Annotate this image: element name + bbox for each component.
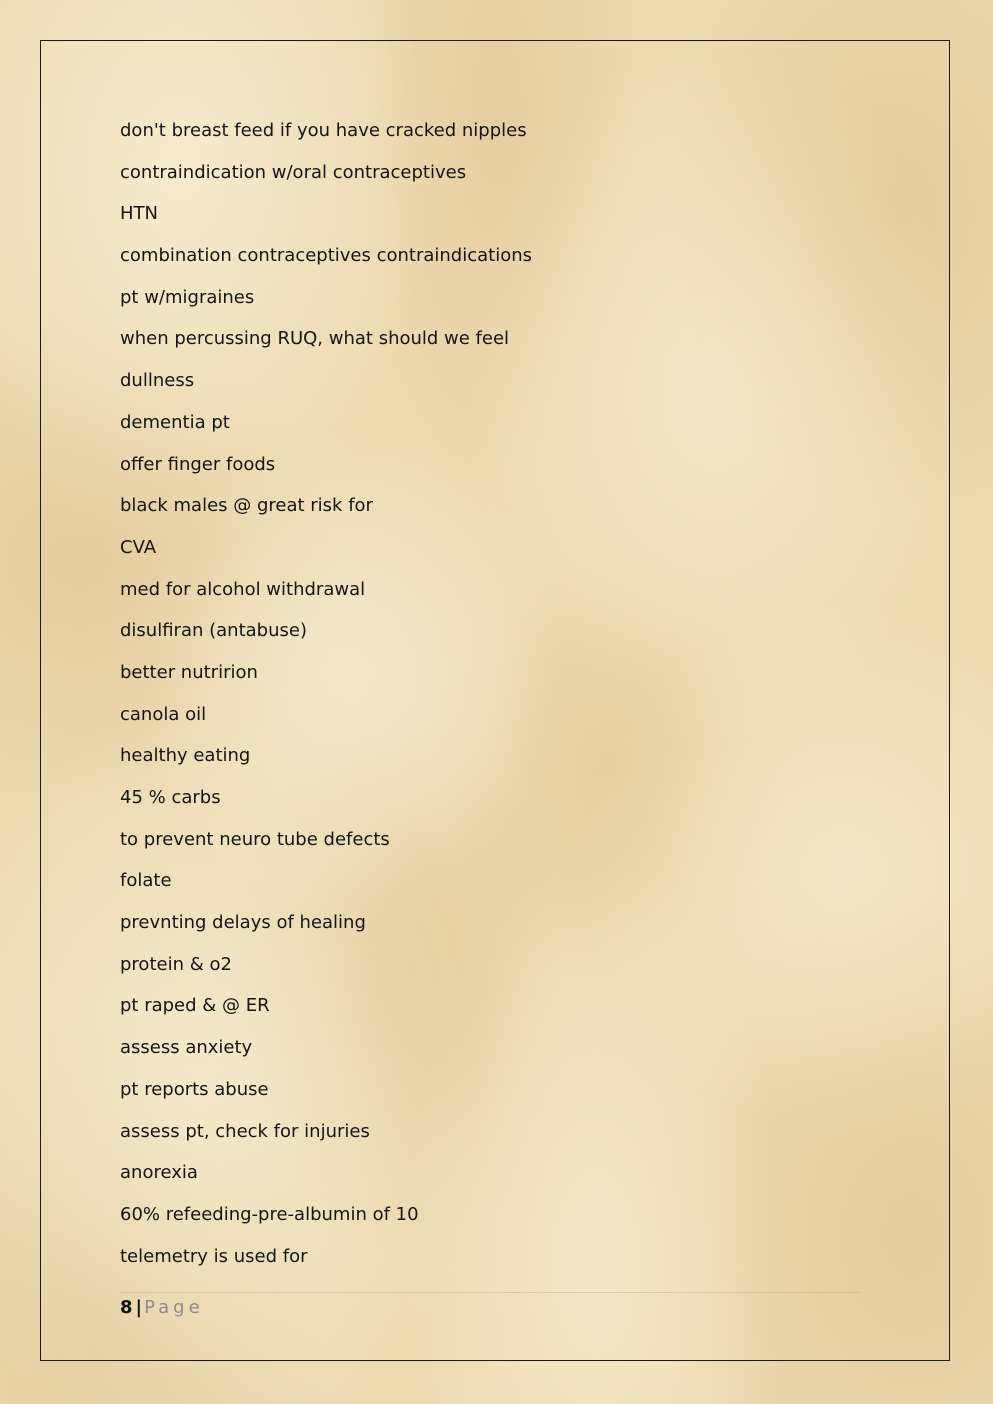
text-line: anorexia xyxy=(120,1162,198,1184)
page-number: 8 xyxy=(120,1297,133,1318)
footer-divider xyxy=(120,1292,860,1293)
text-line: protein & o2 xyxy=(120,953,232,975)
text-line: 60% refeeding-pre-albumin of 10 xyxy=(120,1203,419,1225)
page-label: Page xyxy=(144,1297,204,1318)
text-line: black males @ great risk for xyxy=(120,495,373,517)
text-line: disulfiran (antabuse) xyxy=(120,620,307,642)
page-footer xyxy=(120,1296,204,1320)
text-line: when percussing RUQ, what should we feel xyxy=(120,328,510,350)
text-line: don't breast feed if you have cracked nipples xyxy=(120,120,527,141)
text-line: canola oil xyxy=(120,703,207,725)
text-line: pt raped & @ ER xyxy=(120,995,270,1017)
text-line: folate xyxy=(120,870,172,892)
text-line: HTN xyxy=(120,203,158,225)
text-line: dementia pt xyxy=(120,411,230,433)
text-line: pt reports abuse xyxy=(120,1078,269,1100)
text-line: assess pt, check for injuries xyxy=(120,1120,370,1142)
text-line: telemetry is used for xyxy=(120,1245,308,1267)
text-line: healthy eating xyxy=(120,745,251,767)
text-line: med for alcohol withdrawal xyxy=(120,578,366,600)
text-line: pt w/migraines xyxy=(120,286,255,308)
text-line: assess anxiety xyxy=(120,1037,253,1059)
text-line: to prevent neuro tube defects xyxy=(120,828,390,850)
text-line: CVA xyxy=(120,536,157,558)
text-line: 45 % carbs xyxy=(120,787,221,808)
text-line: combination contraceptives contraindications xyxy=(120,245,533,267)
text-line: contraindication w/oral contraceptives xyxy=(120,161,467,183)
text-line: better nutririon xyxy=(120,661,258,683)
text-line: offer finger foods xyxy=(120,453,276,475)
footer-separator: | xyxy=(135,1297,143,1318)
text-line: dullness xyxy=(120,370,195,392)
document-body xyxy=(120,118,860,1285)
text-line: prevnting delays of healing xyxy=(120,912,366,934)
